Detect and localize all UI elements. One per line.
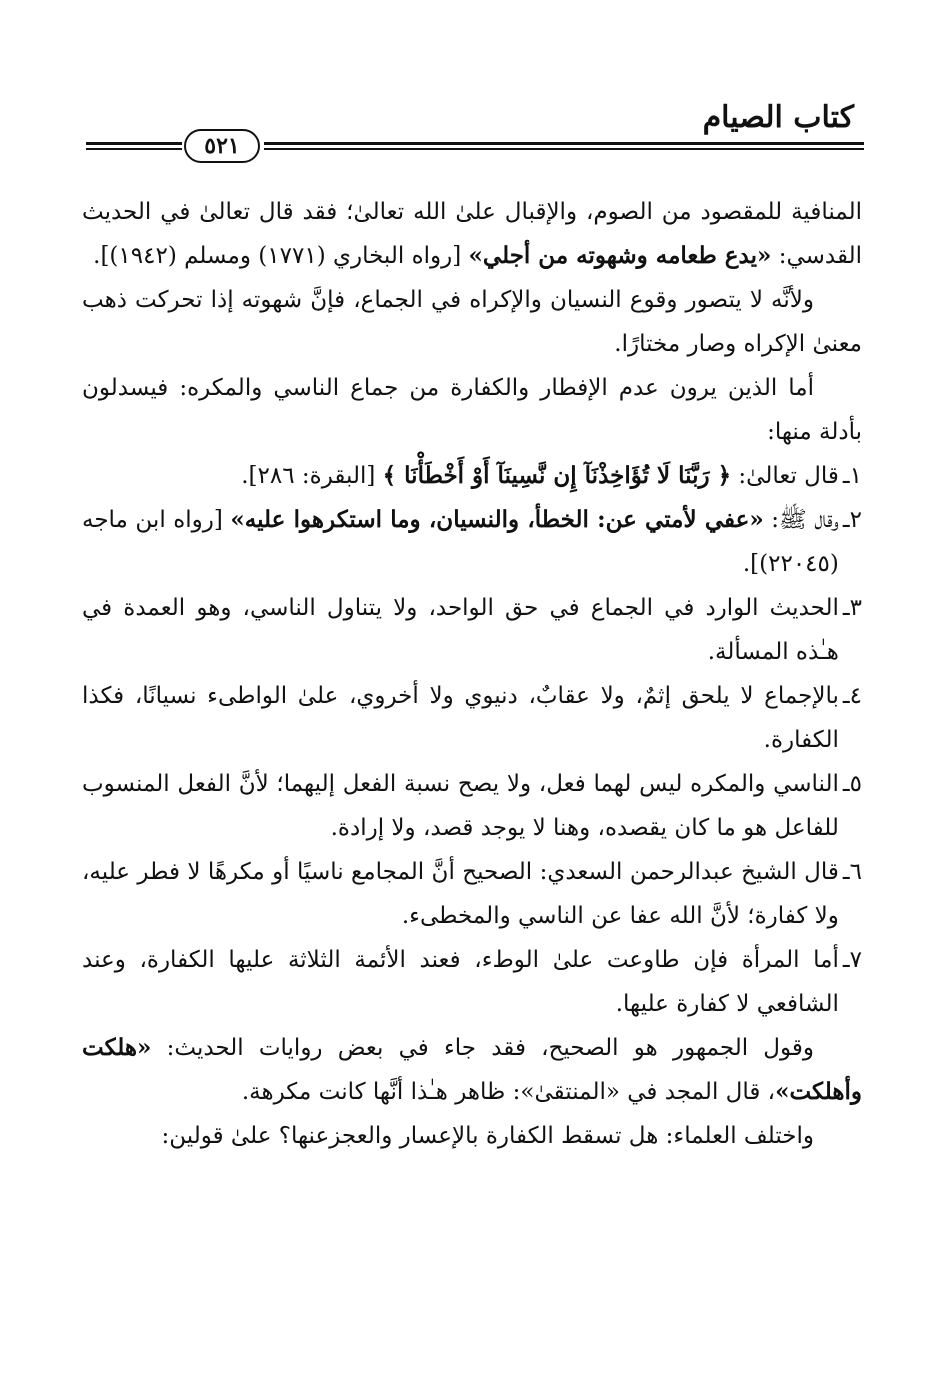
chapter-title: كتاب الصيام <box>702 100 854 135</box>
header-rule-left <box>86 142 182 152</box>
list-number: ٣ـ <box>842 595 862 621</box>
paragraph-3: أما الذين يرون عدم الإفطار والكفارة من جماع الناسي والمكره: فيسدلون بأدلة منها: <box>82 375 862 445</box>
page-body <box>82 190 862 1158</box>
list-item: ٧ـ أما المرأة فإن طاوعت علىٰ الوطء، فعند الأئمة الثلاثة عليها الكفارة، وعند الشافعي لا كفارة عليها. <box>82 938 862 1026</box>
quran-verse: ﴿ رَبَّنَا لَا تُؤَاخِذْنَآ إِن نَّسِينَآ أَوْ أَخْطَأْنَا ﴾ <box>382 462 732 489</box>
paragraph-2: ولأنَّه لا يتصور وقوع النسيان والإكراه في الجماع، فإنَّ شهوته إذا تحركت ذهب معنىٰ الإكراه وصار مختارًا. <box>82 287 862 357</box>
paragraph-1: المنافية للمقصود من الصوم، والإقبال علىٰ الله تعالىٰ؛ فقد قال تعالىٰ في الحديث القدسي: «يدع طعامه وشهوته من أجلي» [رواه البخاري (١٧٧١) ومسلم (١٩٤٢)]. <box>82 199 862 269</box>
list-number: ٢ـ <box>842 507 862 533</box>
list-number: ٧ـ <box>842 947 862 973</box>
list-number: ٥ـ <box>842 771 862 797</box>
list-item: ١ـ قال تعالىٰ: ﴿ رَبَّنَا لَا تُؤَاخِذْنَآ إِن نَّسِينَآ أَوْ أَخْطَأْنَا ﴾ [البقرة: ٢٨٦]. <box>82 454 862 498</box>
list-item: ٥ـ الناسي والمكره ليس لهما فعل، ولا يصح نسبة الفعل إليهما؛ لأنَّ الفعل المنسوب للفاعل هو ما كان يقصده، وهنا لا يوجد قصد، ولا إرادة. <box>82 762 862 850</box>
hadith-quote: «عفي لأمتي عن: الخطأ، والنسيان، وما استكرهوا عليه» <box>230 506 764 533</box>
hadith-quote: «يدع طعامه وشهوته من أجلي» <box>468 242 772 269</box>
list-number: ١ـ <box>842 463 862 489</box>
list-item: ٢ـ وقال ﷺ: «عفي لأمتي عن: الخطأ، والنسيان، وما استكرهوا عليه» [رواه ابن ماجه (٢٢٠٤٥)]. <box>82 498 862 586</box>
list-item: ٤ـ بالإجماع لا يلحق إثمٌ، ولا عقابٌ، دنيوي ولا أخروي، علىٰ الواطىء نسيانًا، فكذا الكفارة. <box>82 674 862 762</box>
paragraph-5: واختلف العلماء: هل تسقط الكفارة بالإعسار والعجزعنها؟ علىٰ قولين: <box>161 1123 814 1149</box>
list-number: ٦ـ <box>842 859 862 885</box>
paragraph-4: وقول الجمهور هو الصحيح، فقد جاء في بعض روايات الحديث: «هلكت وأهلكت»، قال المجد في «المنتقىٰ»: ظاهر هـٰذا أنَّها كانت مكرهة. <box>82 1034 862 1105</box>
hadith-quote: «هلكت وأهلكت» <box>82 1034 862 1105</box>
header-rule-right <box>264 142 864 152</box>
page-number: ٥٢١ <box>184 129 260 163</box>
list-item: ٣ـ الحديث الوارد في الجماع في حق الواحد، ولا يتناول الناسي، وهو العمدة في هـٰذه المسألة. <box>82 586 862 674</box>
list-number: ٤ـ <box>842 683 862 709</box>
list-item: ٦ـ قال الشيخ عبدالرحمن السعدي: الصحيح أنَّ المجامع ناسيًا أو مكرهًا لا فطر عليه، ولا كفارة؛ لأنَّ الله عفا عن الناسي والمخطىء. <box>82 850 862 938</box>
page-header <box>86 98 864 168</box>
